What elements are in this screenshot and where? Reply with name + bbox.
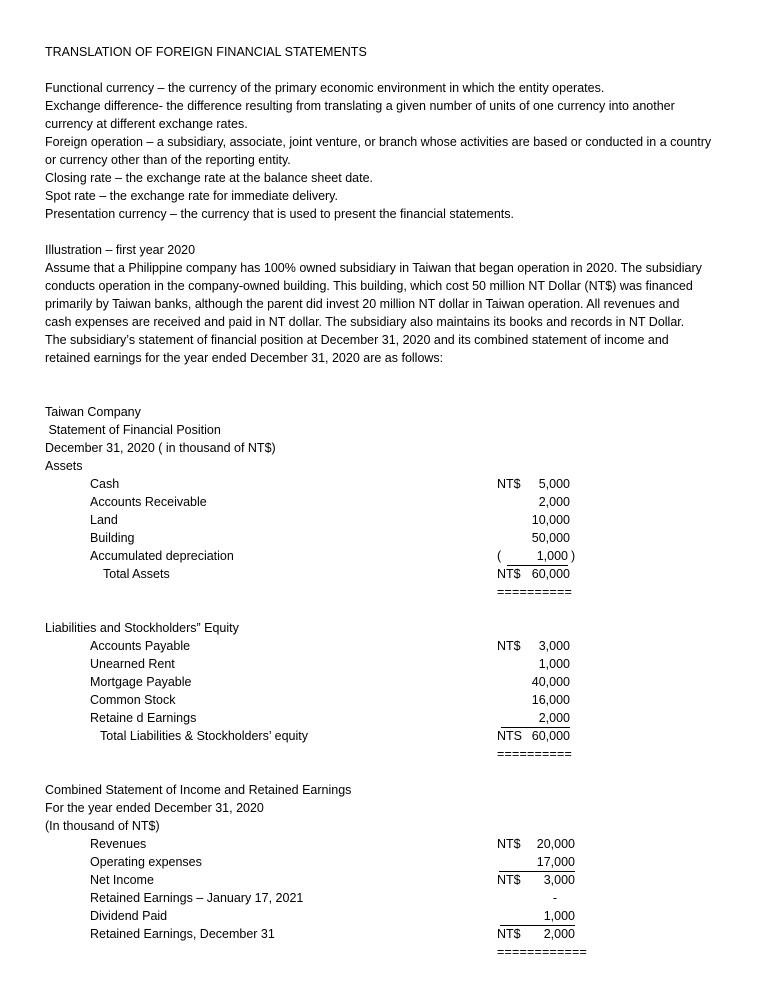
row-amount: 40,000 bbox=[531, 675, 570, 689]
row-amount: 1,000 bbox=[500, 907, 575, 926]
income-row bbox=[45, 835, 735, 853]
double-rule: ============ bbox=[497, 945, 587, 959]
liability-row bbox=[45, 691, 735, 709]
liability-row bbox=[45, 673, 735, 691]
double-rule: ========== bbox=[497, 585, 572, 599]
definition-line: Spot rate – the exchange rate for immediate delivery. bbox=[45, 189, 338, 203]
company-name: Taiwan Company bbox=[45, 405, 141, 419]
asset-row bbox=[45, 529, 735, 547]
row-amount: 1,000 bbox=[507, 547, 568, 566]
row-amount: 50,000 bbox=[531, 531, 570, 545]
double-rule-row bbox=[45, 583, 735, 601]
definition-line: Presentation currency – the currency that is used to present the financial statements. bbox=[45, 207, 515, 221]
income-unit: (In thousand of NT$) bbox=[45, 819, 160, 833]
row-amount: 5,000 bbox=[538, 477, 570, 491]
income-statement bbox=[45, 781, 735, 961]
income-period: For the year ended December 31, 2020 bbox=[45, 801, 264, 815]
definition-line: Functional currency – the currency of the primary economic environment in which the entity operates. bbox=[45, 81, 605, 95]
illustration-line: conducts operation in the company-owned building. This building, which cost 50 million NT Dollar (NT$) was financed bbox=[45, 279, 693, 293]
income-title: Combined Statement of Income and Retained Earnings bbox=[45, 783, 352, 797]
income-row bbox=[45, 925, 735, 943]
row-amount: 60,000 bbox=[531, 729, 570, 743]
row-label: Accumulated depreciation bbox=[90, 549, 234, 563]
document-title: TRANSLATION OF FOREIGN FINANCIAL STATEMENTS bbox=[45, 45, 367, 59]
document-page bbox=[45, 43, 735, 961]
definition-line: or currency other than of the reporting entity. bbox=[45, 153, 291, 167]
row-label: Cash bbox=[90, 477, 120, 491]
row-label: Unearned Rent bbox=[90, 657, 175, 671]
row-label: Total Liabilities & Stockholders’ equity bbox=[100, 729, 308, 743]
row-amount: 3,000 bbox=[538, 639, 570, 653]
liability-row bbox=[45, 637, 735, 655]
statement-title: Statement of Financial Position bbox=[45, 423, 221, 437]
definition-line: currency at different exchange rates. bbox=[45, 117, 248, 131]
illustration-heading: Illustration – first year 2020 bbox=[45, 243, 196, 257]
row-amount: 1,000 bbox=[538, 657, 570, 671]
row-currency: NT$ bbox=[497, 927, 521, 941]
row-label: Land bbox=[90, 513, 118, 527]
illustration-block bbox=[45, 241, 735, 367]
row-amount: 3,000 bbox=[543, 873, 575, 887]
row-amount: - bbox=[552, 891, 557, 905]
row-amount: 10,000 bbox=[531, 513, 570, 527]
illustration-line: cash expenses are received and paid in NT dollar. The subsidiary also maintains its books and records in NT Dollar. bbox=[45, 315, 685, 329]
row-label: Retained Earnings – January 17, 2021 bbox=[90, 891, 304, 905]
definitions-block bbox=[45, 79, 735, 223]
total-assets-row bbox=[45, 565, 735, 583]
income-row bbox=[45, 889, 735, 907]
close-paren: ) bbox=[571, 549, 576, 563]
row-currency: NT$ bbox=[497, 837, 521, 851]
row-currency: NT$ bbox=[497, 477, 521, 491]
row-amount: 2,000 bbox=[543, 927, 575, 941]
row-amount: 20,000 bbox=[536, 837, 575, 851]
row-label: Net Income bbox=[90, 873, 154, 887]
illustration-line: The subsidiary’s statement of financial position at December 31, 2020 and its combined statement of income and bbox=[45, 333, 669, 347]
definition-line: Foreign operation – a subsidiary, associate, joint venture, or branch whose activities are based or conducted in a country bbox=[45, 135, 712, 149]
row-label: Accounts Payable bbox=[90, 639, 191, 653]
row-amount: 16,000 bbox=[531, 693, 570, 707]
income-row bbox=[45, 871, 735, 889]
row-label: Revenues bbox=[90, 837, 147, 851]
row-label: Common Stock bbox=[90, 693, 176, 707]
income-row bbox=[45, 907, 735, 925]
financial-position-statement bbox=[45, 403, 735, 763]
row-amount: 60,000 bbox=[531, 567, 570, 581]
row-label: Retaine d Earnings bbox=[90, 711, 197, 725]
double-rule: ========== bbox=[497, 747, 572, 761]
row-label: Operating expenses bbox=[90, 855, 202, 869]
double-rule-row bbox=[45, 745, 735, 763]
illustration-line: primarily by Taiwan banks, although the parent did invest 20 million NT dollar in Taiwan operation. All revenues and bbox=[45, 297, 680, 311]
row-currency: NT$ bbox=[497, 873, 521, 887]
liability-row bbox=[45, 709, 735, 727]
row-currency: NTS bbox=[497, 729, 522, 743]
row-label: Accounts Receivable bbox=[90, 495, 207, 509]
asset-row bbox=[45, 547, 735, 565]
liabilities-heading: Liabilities and Stockholders” Equity bbox=[45, 621, 239, 635]
row-currency: NT$ bbox=[497, 567, 521, 581]
row-amount: 17,000 bbox=[499, 853, 575, 872]
definition-line: Exchange difference- the difference resulting from translating a given number of units of one currency into another bbox=[45, 99, 675, 113]
asset-row bbox=[45, 475, 735, 493]
open-paren: ( bbox=[497, 549, 502, 563]
row-label: Retained Earnings, December 31 bbox=[90, 927, 275, 941]
row-amount: 2,000 bbox=[538, 495, 570, 509]
statement-date: December 31, 2020 ( in thousand of NT$) bbox=[45, 441, 276, 455]
income-row bbox=[45, 853, 735, 871]
asset-row bbox=[45, 493, 735, 511]
row-currency: NT$ bbox=[497, 639, 521, 653]
row-label: Mortgage Payable bbox=[90, 675, 192, 689]
total-liabilities-row bbox=[45, 727, 735, 745]
double-rule-row bbox=[45, 943, 735, 961]
row-label: Total Assets bbox=[103, 567, 170, 581]
definition-line: Closing rate – the exchange rate at the balance sheet date. bbox=[45, 171, 374, 185]
row-amount: 2,000 bbox=[501, 709, 570, 728]
asset-row bbox=[45, 511, 735, 529]
assets-heading: Assets bbox=[45, 459, 83, 473]
liability-row bbox=[45, 655, 735, 673]
row-label: Dividend Paid bbox=[90, 909, 168, 923]
illustration-line: retained earnings for the year ended December 31, 2020 are as follows: bbox=[45, 351, 444, 365]
illustration-line: Assume that a Philippine company has 100% owned subsidiary in Taiwan that began operation in 2020. The subsidiary bbox=[45, 261, 702, 275]
row-label: Building bbox=[90, 531, 135, 545]
